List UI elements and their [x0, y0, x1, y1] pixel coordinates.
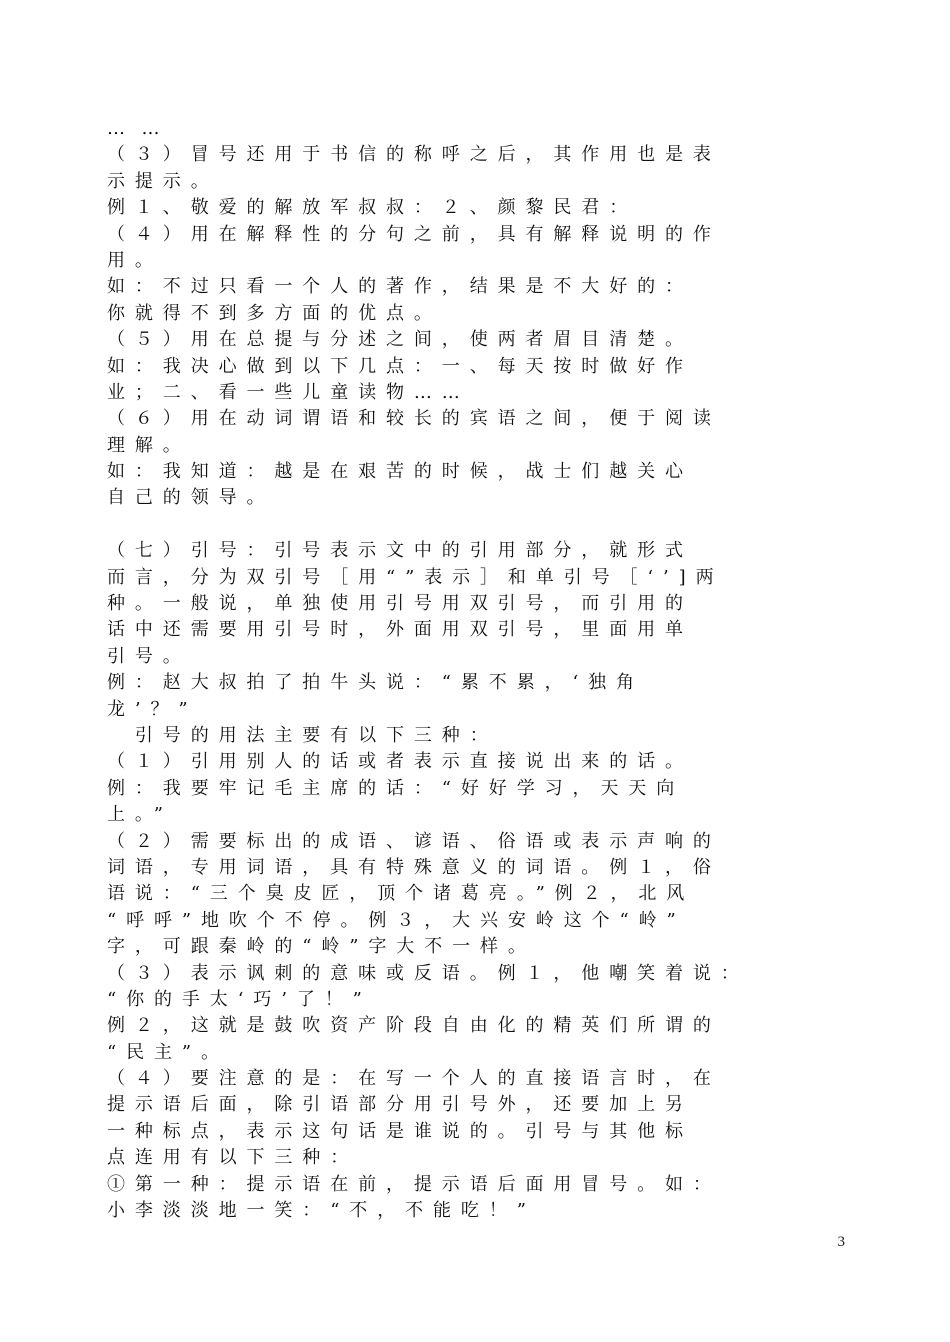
document-body — [107, 116, 833, 1224]
text-line: 理解。 — [107, 434, 191, 456]
text-line: 如：我知道：越是在艰苦的时候，战士们越关心 — [107, 461, 693, 483]
text-line: 示提示。 — [107, 170, 219, 192]
blank-line — [107, 512, 833, 538]
text-line: 引号的用法主要有以下三种： — [107, 724, 498, 746]
text-line: （４）要注意的是：在写一个人的直接语言时，在 — [107, 1068, 721, 1090]
text-line: （２）需要标出的成语、谚语、俗语或表示声响的 — [107, 830, 721, 852]
text-line: 例：我要牢记毛主席的话：“好好学习，天天向 — [107, 777, 685, 799]
text-line: 语说：“三个臭皮匠，顶个诸葛亮。”例２，北风 — [107, 883, 695, 905]
text-line: 小李淡淡地一笑：“不，不能吃！” — [107, 1200, 536, 1222]
text-line: 上。” — [107, 804, 173, 826]
text-line: （１）引用别人的话或者表示直接说出来的话。 — [107, 751, 693, 773]
text-line: “呼呼”地吹个不停。例３，大兴安岭这个“岭” — [107, 909, 686, 931]
text-line: … … — [107, 118, 165, 139]
text-line: “你的手太‘巧’了！” — [107, 988, 372, 1010]
text-line: 而言，分为双引号［用“”表示］和单引号［‘’]两 — [107, 566, 724, 588]
text-line: 例１、敬爱的解放军叔叔：２、颜黎民君： — [107, 197, 638, 219]
text-line: 提示语后面，除引语部分用引号外，还要加上另 — [107, 1094, 693, 1116]
text-line: （６）用在动词谓语和较长的宾语之间，便于阅读 — [107, 408, 721, 430]
text-line: （３）表示讽刺的意味或反语。例１，他嘲笑着说： — [107, 962, 749, 984]
text-line: 例２，这就是鼓吹资产阶段自由化的精英们所谓的 — [107, 1015, 721, 1037]
text-line: 字，可跟秦岭的“岭”字大不一样。 — [107, 936, 536, 958]
text-line: 话中还需要用引号时，外面用双引号，里面用单 — [107, 619, 693, 641]
text-line: “民主”。 — [107, 1041, 229, 1063]
text-line: 词语，专用词语，具有特殊意义的词语。例１，俗 — [107, 856, 721, 878]
text-line: 点连用有以下三种： — [107, 1147, 359, 1169]
text-line: ①第一种：提示语在前，提示语后面用冒号。如： — [107, 1173, 721, 1195]
page-number: 3 — [837, 1234, 845, 1250]
text-line: 如：不过只看一个人的著作，结果是不大好的： — [107, 276, 693, 298]
text-line: 如：我决心做到以下几点：一、每天按时做好作 — [107, 355, 693, 377]
text-line: 自己的领导。 — [107, 487, 275, 509]
text-line: （４）用在解释性的分句之前，具有解释说明的作 — [107, 223, 721, 245]
text-line: 用。 — [107, 249, 163, 271]
text-line: 引号。 — [107, 645, 191, 667]
text-line: 例：赵大叔拍了拍牛头说：“累不累，‘独角 — [107, 672, 644, 694]
text-line: （５）用在总提与分述之间，使两者眉目清楚。 — [107, 329, 693, 351]
text-line: 一种标点，表示这句话是谁说的。引号与其他标 — [107, 1120, 693, 1142]
text-line: （七）引号：引号表示文中的引用部分，就形式 — [107, 540, 693, 562]
text-line: 龙’？” — [107, 698, 198, 720]
text-line: 业；二、看一些儿童读物…… — [107, 381, 470, 403]
text-line: 种。一般说，单独使用引号用双引号，而引用的 — [107, 593, 693, 615]
text-line: 你就得不到多方面的优点。 — [107, 302, 442, 324]
text-line: （３）冒号还用于书信的称呼之后，其作用也是表 — [107, 144, 721, 166]
